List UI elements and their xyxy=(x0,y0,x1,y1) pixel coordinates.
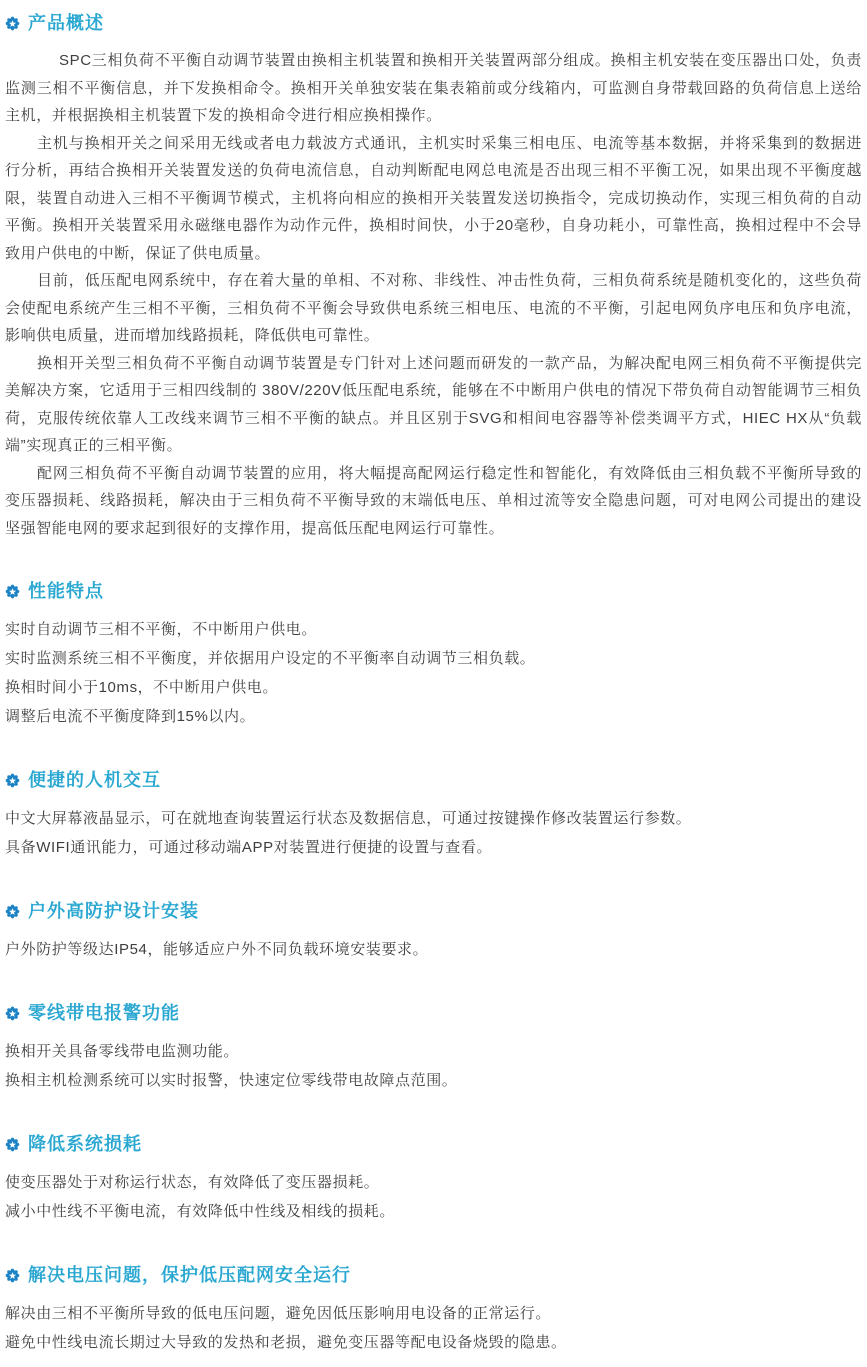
section-heading-text: 产品概述 xyxy=(28,13,104,33)
section-heading xyxy=(5,1264,862,1286)
section-heading-text: 户外高防护设计安装 xyxy=(28,901,199,921)
section-outdoor-protection xyxy=(5,900,862,964)
section-heading-text: 零线带电报警功能 xyxy=(28,1003,180,1023)
star-badge-icon xyxy=(5,904,20,919)
section-heading xyxy=(5,12,862,34)
section-performance-features xyxy=(5,580,862,731)
section-heading xyxy=(5,769,862,791)
overview-paragraph: 目前，低压配电网系统中，存在着大量的单相、不对称、非线性、冲击性负荷，三相负荷系统是随机变化的，这些负荷会使配电系统产生三相不平衡，三相负荷不平衡会导致供电系统三相电压、电流的不平衡，引起电网负序电压和负序电流，影响供电质量，进而增加线路损耗，降低供电可靠性。 xyxy=(5,272,862,344)
star-badge-icon xyxy=(5,1006,20,1021)
section-heading xyxy=(5,1133,862,1155)
section-heading-text: 解决电压问题，保护低压配网安全运行 xyxy=(28,1265,351,1285)
overview-paragraph: 配网三相负荷不平衡自动调节装置的应用，将大幅提高配网运行稳定性和智能化，有效降低由三相负载不平衡所导致的变压器损耗、线路损耗，解决由于三相负荷不平衡导致的末端低电压、单相过流等安全隐患问题，可对电网公司提出的建设坚强智能电网的要求起到很好的支撑作用，提高低压配电网运行可靠性。 xyxy=(5,464,862,537)
section-heading xyxy=(5,580,862,602)
section-heading xyxy=(5,900,862,922)
feature-line: 户外防护等级达IP54，能够适应户外不同负载环境安装要求。 xyxy=(5,941,429,958)
feature-line: 避免中性线电流长期过大导致的发热和老损，避免变压器等配电设备烧毁的隐患。 xyxy=(5,1334,567,1351)
feature-line: 调整后电流不平衡度降到15%以内。 xyxy=(5,708,256,725)
feature-line: 具备WIFI通讯能力，可通过移动端APP对装置进行便捷的设置与查看。 xyxy=(5,839,493,856)
feature-line: 实时自动调节三相不平衡，不中断用户供电。 xyxy=(5,621,318,638)
feature-line: 减小中性线不平衡电流，有效降低中性线及相线的损耗。 xyxy=(5,1203,396,1220)
star-badge-icon xyxy=(5,1268,20,1283)
feature-line: 中文大屏幕液晶显示，可在就地查询装置运行状态及数据信息，可通过按键操作修改装置运行参数。 xyxy=(5,810,692,827)
section-product-overview xyxy=(5,12,862,542)
feature-line: 换相时间小于10ms，不中断用户供电。 xyxy=(5,679,279,696)
feature-line: 换相开关具备零线带电监测功能。 xyxy=(5,1043,240,1060)
star-badge-icon xyxy=(5,16,20,31)
section-heading xyxy=(5,1002,862,1024)
section-voltage-safety xyxy=(5,1264,862,1357)
overview-paragraph: 主机与换相开关之间采用无线或者电力载波方式通讯，主机实时采集三相电压、电流等基本数据，并将采集到的数据进行分析，再结合换相开关装置发送的负荷电流信息，自动判断配电网总电流是否出现三相不平衡工况，如果出现不平衡度越限，装置自动进入三相不平衡调节模式，主机将向相应的换相开关装置发送切换指令，完成切换动作，实现三相负荷的自动平衡。换相开关装置采用永磁继电器作为动作元件，换相时间快，小于20毫秒，自身功耗小，可靠性高，换相过程中不会导致用户供电的中断，保证了供电质量。 xyxy=(5,134,862,262)
feature-line: 使变压器处于对称运行状态，有效降低了变压器损耗。 xyxy=(5,1174,380,1191)
overview-paragraph: SPC三相负荷不平衡自动调节装置由换相主机装置和换相开关装置两部分组成。换相主机安装在变压器出口处，负责监测三相不平衡信息，并下发换相命令。换相开关单独安装在集表箱前或分线箱内，可监测自身带载回路的负荷信息上送给主机，并根据换相主机装置下发的换相命令进行相应换相操作。 xyxy=(5,52,862,124)
overview-paragraph: 换相开关型三相负荷不平衡自动调节装置是专门针对上述问题而研发的一款产品，为解决配电网三相负荷不平衡提供完美解决方案，它适用于三相四线制的 380V/220V低压配电系统，能够在不中断用户供电的情况下带负荷自动智能调节三相负荷，克服传统依靠人工改线来调节三相不平衡的缺点。并且区别于SVG和相间电容器等补偿类调平方式，HIEC HX从“负载端”实现真正的三相平衡。 xyxy=(5,354,862,454)
section-heading-text: 便捷的人机交互 xyxy=(28,770,161,790)
star-badge-icon xyxy=(5,584,20,599)
section-human-machine-interaction xyxy=(5,769,862,862)
section-neutral-line-alarm xyxy=(5,1002,862,1095)
feature-line: 实时监测系统三相不平衡度，并依据用户设定的不平衡率自动调节三相负载。 xyxy=(5,650,536,667)
feature-line: 换相主机检测系统可以实时报警，快速定位零线带电故障点范围。 xyxy=(5,1072,458,1089)
section-heading-text: 降低系统损耗 xyxy=(28,1134,142,1154)
star-badge-icon xyxy=(5,773,20,788)
star-badge-icon xyxy=(5,1137,20,1152)
feature-line: 解决由三相不平衡所导致的低电压问题，避免因低压影响用电设备的正常运行。 xyxy=(5,1305,552,1322)
section-heading-text: 性能特点 xyxy=(28,581,104,601)
section-reduce-system-loss xyxy=(5,1133,862,1226)
